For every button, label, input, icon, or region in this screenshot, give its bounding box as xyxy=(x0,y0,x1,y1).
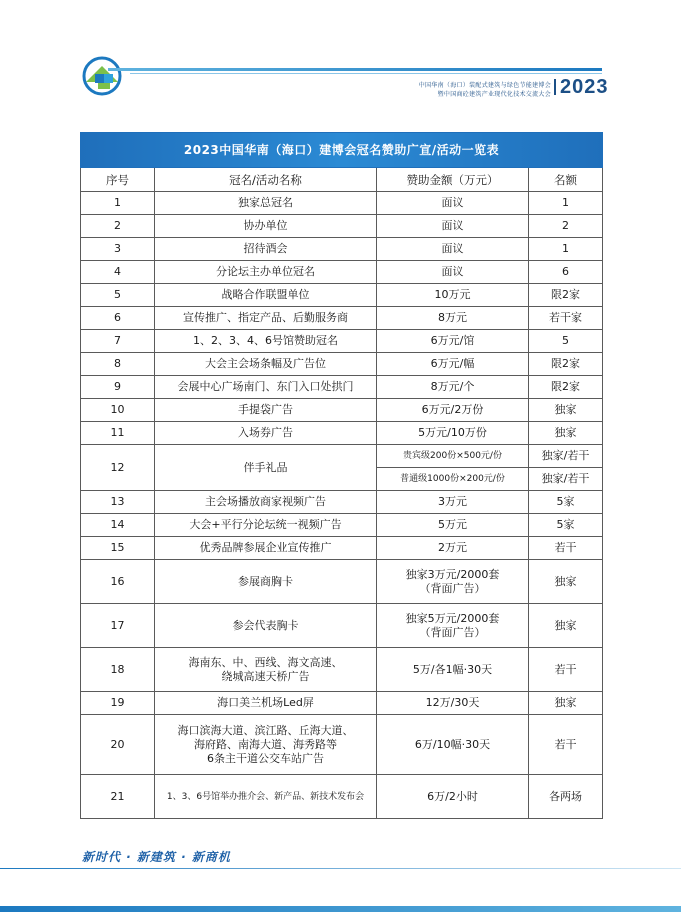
row-no: 13 xyxy=(81,491,155,514)
table-row xyxy=(81,376,603,399)
row-no: 21 xyxy=(81,775,155,819)
row-amount xyxy=(377,604,529,648)
row-no: 1 xyxy=(81,192,155,215)
table-row xyxy=(81,514,603,537)
row-quota: 若干 xyxy=(529,537,603,560)
row-no: 11 xyxy=(81,422,155,445)
row-amount: 6万元/2万份 xyxy=(377,399,529,422)
row-no: 9 xyxy=(81,376,155,399)
row-amount xyxy=(377,560,529,604)
table-row xyxy=(81,261,603,284)
row-quota: 独家/若干 xyxy=(529,468,603,491)
row-no: 15 xyxy=(81,537,155,560)
row-amount: 8万元 xyxy=(377,307,529,330)
row-name: 独家总冠名 xyxy=(155,192,377,215)
row-name: 战略合作联盟单位 xyxy=(155,284,377,307)
table-row xyxy=(81,284,603,307)
row-name-line: 海南东、中、西线、海文高速、 xyxy=(188,655,343,669)
row-amount: 面议 xyxy=(377,192,529,215)
header-line-thin xyxy=(130,73,602,74)
table-row xyxy=(81,775,603,819)
row-amount-line: （背面广告） xyxy=(419,625,486,639)
row-no: 5 xyxy=(81,284,155,307)
row-name: 伴手礼品 xyxy=(155,445,377,491)
table-row xyxy=(81,307,603,330)
row-no: 19 xyxy=(81,692,155,715)
row-quota: 5 xyxy=(529,330,603,353)
row-no: 7 xyxy=(81,330,155,353)
table-row xyxy=(81,422,603,445)
column-header-quota: 名额 xyxy=(529,168,603,192)
row-quota: 独家 xyxy=(529,399,603,422)
row-no: 14 xyxy=(81,514,155,537)
header-separator xyxy=(554,79,556,95)
table-header-row xyxy=(81,168,603,192)
row-name: 会展中心广场南门、东门入口处拱门 xyxy=(155,376,377,399)
table-row xyxy=(81,560,603,604)
table-row xyxy=(81,215,603,238)
row-quota: 限2家 xyxy=(529,284,603,307)
row-quota: 若干 xyxy=(529,715,603,775)
row-amount: 6万元/幅 xyxy=(377,353,529,376)
footer-slogan: 新时代 · 新建筑 · 新商机 xyxy=(82,850,231,864)
table-row xyxy=(81,692,603,715)
row-amount: 6万元/馆 xyxy=(377,330,529,353)
row-name xyxy=(155,648,377,692)
row-name: 主会场播放商家视频广告 xyxy=(155,491,377,514)
row-amount: 2万元 xyxy=(377,537,529,560)
table-row xyxy=(81,537,603,560)
row-name: 参展商胸卡 xyxy=(155,560,377,604)
row-no: 18 xyxy=(81,648,155,692)
header-subtitle-2: 暨中国商砼建筑产业现代化技术交流大会 xyxy=(437,91,551,98)
row-name: 海口美兰机场Led屏 xyxy=(155,692,377,715)
row-no: 3 xyxy=(81,238,155,261)
sponsorship-table xyxy=(80,132,603,819)
row-amount: 10万元 xyxy=(377,284,529,307)
row-name: 大会+平行分论坛统一视频广告 xyxy=(155,514,377,537)
row-no: 4 xyxy=(81,261,155,284)
row-quota: 6 xyxy=(529,261,603,284)
row-name: 1、3、6号馆举办推介会、新产品、新技术发布会 xyxy=(155,775,377,819)
row-no: 6 xyxy=(81,307,155,330)
row-quota: 各两场 xyxy=(529,775,603,819)
table-row xyxy=(81,445,603,468)
row-quota: 5家 xyxy=(529,491,603,514)
row-amount: 5万/各1幅·30天 xyxy=(377,648,529,692)
table-row xyxy=(81,604,603,648)
row-no: 20 xyxy=(81,715,155,775)
row-quota: 限2家 xyxy=(529,353,603,376)
header-year: 2023 xyxy=(560,76,609,98)
row-name: 分论坛主办单位冠名 xyxy=(155,261,377,284)
row-amount: 面议 xyxy=(377,261,529,284)
table-row xyxy=(81,238,603,261)
row-quota: 1 xyxy=(529,238,603,261)
row-name-line: 6条主干道公交车站广告 xyxy=(207,751,324,765)
row-name-line: 海口滨海大道、滨江路、丘海大道、 xyxy=(177,723,354,737)
table-row xyxy=(81,648,603,692)
footer-line xyxy=(0,868,681,869)
row-no: 8 xyxy=(81,353,155,376)
row-quota: 2 xyxy=(529,215,603,238)
row-quota: 独家 xyxy=(529,692,603,715)
table-row xyxy=(81,715,603,775)
expo-logo-icon xyxy=(80,52,126,96)
row-amount: 6万/2小时 xyxy=(377,775,529,819)
table-row xyxy=(81,330,603,353)
table-row xyxy=(81,192,603,215)
row-quota: 1 xyxy=(529,192,603,215)
table-row xyxy=(81,353,603,376)
row-amount: 面议 xyxy=(377,215,529,238)
row-no: 17 xyxy=(81,604,155,648)
header-subtitle-1: 中国华南（海口）装配式建筑与绿色节能建博会 xyxy=(418,82,551,89)
row-name: 入场券广告 xyxy=(155,422,377,445)
row-amount-line: （背面广告） xyxy=(419,581,486,595)
table-row xyxy=(81,399,603,422)
row-name: 优秀品牌参展企业宣传推广 xyxy=(155,537,377,560)
row-quota: 5家 xyxy=(529,514,603,537)
row-no: 10 xyxy=(81,399,155,422)
row-amount: 3万元 xyxy=(377,491,529,514)
row-amount-line: 独家3万元/2000套 xyxy=(405,567,500,581)
row-no: 2 xyxy=(81,215,155,238)
row-name-line: 绕城高速天桥广告 xyxy=(221,669,310,683)
row-quota: 若干 xyxy=(529,648,603,692)
row-amount: 贵宾级200份×500元/份 xyxy=(377,445,529,468)
row-quota: 若干家 xyxy=(529,307,603,330)
row-amount: 5万元 xyxy=(377,514,529,537)
row-no: 16 xyxy=(81,560,155,604)
row-name-line: 海府路、南海大道、海秀路等 xyxy=(194,737,337,751)
row-amount: 12万/30天 xyxy=(377,692,529,715)
row-name xyxy=(155,715,377,775)
row-name: 参会代表胸卡 xyxy=(155,604,377,648)
row-name: 手提袋广告 xyxy=(155,399,377,422)
page-header xyxy=(0,0,681,110)
row-name: 宣传推广、指定产品、后勤服务商 xyxy=(155,307,377,330)
row-amount: 8万元/个 xyxy=(377,376,529,399)
column-header-no: 序号 xyxy=(81,168,155,192)
row-name: 招待酒会 xyxy=(155,238,377,261)
row-name: 1、2、3、4、6号馆赞助冠名 xyxy=(155,330,377,353)
table-title-row xyxy=(81,133,603,168)
column-header-amount: 赞助金额（万元） xyxy=(377,168,529,192)
table-title: 2023中国华南（海口）建博会冠名赞助广宣/活动一览表 xyxy=(81,133,603,168)
header-line xyxy=(108,68,602,71)
row-quota: 独家/若干 xyxy=(529,445,603,468)
row-quota: 独家 xyxy=(529,422,603,445)
table-row xyxy=(81,491,603,514)
row-quota: 独家 xyxy=(529,604,603,648)
row-amount: 面议 xyxy=(377,238,529,261)
row-amount: 普通级1000份×200元/份 xyxy=(377,468,529,491)
row-quota: 独家 xyxy=(529,560,603,604)
row-amount: 5万元/10万份 xyxy=(377,422,529,445)
row-no: 12 xyxy=(81,445,155,491)
row-amount: 6万/10幅·30天 xyxy=(377,715,529,775)
row-quota: 限2家 xyxy=(529,376,603,399)
column-header-name: 冠名/活动名称 xyxy=(155,168,377,192)
row-name: 大会主会场条幅及广告位 xyxy=(155,353,377,376)
footer-bar xyxy=(0,906,681,912)
row-amount-line: 独家5万元/2000套 xyxy=(405,611,500,625)
row-name: 协办单位 xyxy=(155,215,377,238)
